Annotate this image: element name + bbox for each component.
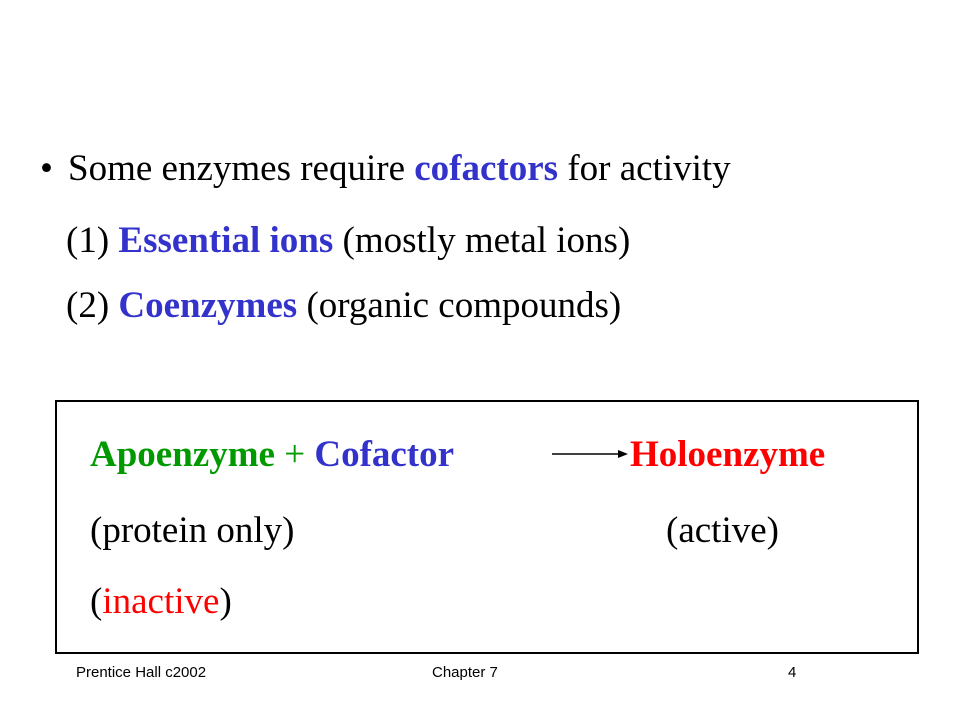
footer-publisher: Prentice Hall c2002: [76, 664, 207, 681]
inactive-term: inactive: [102, 581, 220, 622]
holoenzyme-term: Holoenzyme: [630, 434, 826, 475]
bullet-line: [40, 150, 731, 187]
plus-sign: +: [274, 434, 315, 475]
close-paren: ): [219, 581, 232, 622]
list-item-essential-ions: [66, 222, 630, 259]
bullet-text-post: for activity: [558, 148, 731, 189]
cofactor-term: Cofactor: [314, 434, 455, 475]
essential-ions-term: Essential ions: [118, 220, 334, 261]
reaction-arrow-icon: [552, 447, 628, 461]
coenzymes-term: Coenzymes: [118, 285, 298, 326]
cofactors-term: cofactors: [414, 148, 559, 189]
inactive-label: [90, 583, 232, 620]
bullet-text-pre: Some enzymes require: [68, 148, 415, 189]
list-item-number: (1): [66, 220, 119, 261]
footer-page-number: 4: [788, 664, 797, 681]
equation-reactants: [90, 436, 454, 473]
footer-chapter: Chapter 7: [432, 664, 498, 681]
list-item-coenzymes: [66, 287, 621, 324]
bullet-symbol: •: [40, 148, 53, 189]
list-item-number: (2): [66, 285, 119, 326]
open-paren: (: [90, 581, 103, 622]
list-item-description: (organic compounds): [297, 285, 622, 326]
list-item-description: (mostly metal ions): [333, 220, 631, 261]
apoenzyme-term: Apoenzyme: [90, 434, 275, 475]
active-label: (active): [666, 510, 779, 551]
protein-only-label: (protein only): [90, 510, 295, 551]
